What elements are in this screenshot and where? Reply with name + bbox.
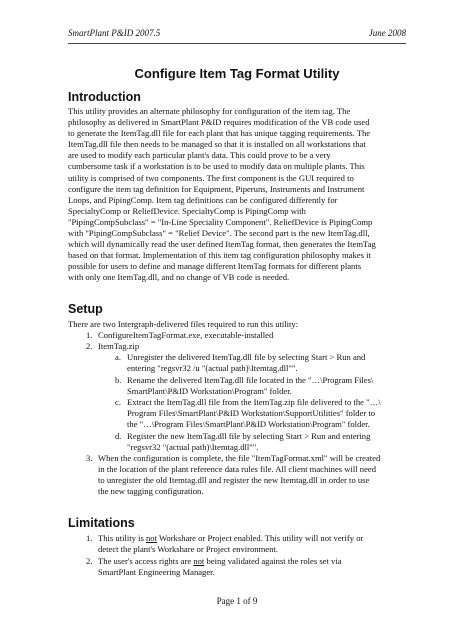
intro-line: configure the item tag definition for Equipment, Piperuns, Instruments and Instrument	[68, 183, 365, 194]
item-line: the new tagging configuration.	[98, 486, 204, 497]
header-product: SmartPlant P&ID 2007.5	[68, 28, 161, 38]
setup-heading: Setup	[68, 302, 103, 316]
header-rule	[68, 43, 406, 44]
setup-intro: There are two Intergraph-delivered files required to run this utility:	[68, 319, 299, 329]
intro-heading: Introduction	[68, 90, 141, 104]
page-title: Configure Item Tag Format Utility	[134, 66, 340, 81]
setup-item-2: ItemTag.zip	[98, 341, 140, 351]
list-letter: c.	[115, 397, 121, 407]
emphasis-not: not	[193, 556, 205, 566]
list-letter: b.	[115, 375, 122, 385]
list-letter: d.	[115, 431, 122, 441]
item-line: to unregister the old Itemtag.dll and register the new Itemtag.dll in order to use	[98, 475, 370, 486]
setup-step-a	[127, 352, 365, 374]
step-line: Extract the ItemTag.dll file from the ItemTag.zip file delivered to the "…\	[127, 397, 381, 407]
intro-line: possible for users to define and manage different ItemTag formats for different plants	[68, 261, 362, 272]
intro-line: ItemTag.dll file then needs to be managed so that it is installed on all workstations that	[68, 139, 366, 150]
intro-line: SpecialtyComp or ReliefDevice. SpecialtyComp is PipingComp with	[68, 205, 306, 216]
list-number: 1.	[86, 533, 93, 543]
list-number: 1.	[86, 330, 93, 340]
item-line: in the location of the plant reference data rules file. All client machines will need	[98, 464, 376, 475]
intro-line: cumbersome task if a workstation is to be used to modify data on multiple plants. This	[68, 161, 365, 172]
text-run: being validated against the roles set via	[204, 556, 342, 566]
intro-line: utility is comprised of two components. The first component is the GUI required to	[68, 172, 354, 183]
intro-line: which will dynamically read the user defined ItemTag format, then generates the ItemTag	[68, 239, 376, 250]
intro-line: philosophy as delivered in SmartPlant P&ID requires modification of the VB code used	[68, 117, 370, 128]
list-number: 3.	[86, 453, 93, 463]
item-line: When the configuration is complete, the file "ItemTagFormat.xml" will be created	[98, 453, 381, 463]
intro-line: are used to modify each particular plant's data. This could prove to be a very	[68, 150, 331, 161]
intro-line: based on that format. Implementation of this item tag configuration philosophy makes it	[68, 250, 371, 261]
step-line: "regsvr32 "(actual path)\Itemtag.dll"".	[127, 442, 259, 453]
setup-step-b	[127, 375, 373, 397]
step-line: Rename the delivered ItemTag.dll file located in the "…\Program Files\	[127, 375, 374, 385]
list-letter: a.	[115, 352, 121, 362]
item-line: detect the plant's Workshare or Project environment.	[98, 544, 278, 555]
text-run: Workshare or Project enabled. This utility will not verify or	[156, 533, 364, 543]
step-line: the "…\Program Files\SmartPlant\P&ID Workstation\Program" folder.	[127, 419, 370, 430]
running-header	[68, 28, 406, 42]
intro-line: Loops, and PipingComp. Item tag definitions can be configured differently for	[68, 194, 338, 205]
step-line: Register the new ItemTag.dll file by selecting Start > Run and entering	[127, 431, 371, 441]
intro-line: with only one ItemTag.dll, and no change of VB code is needed.	[68, 272, 290, 283]
setup-step-d	[127, 431, 370, 453]
intro-line: This utility provides an alternate philosophy for configuration of the item tag. The	[68, 106, 351, 116]
text-run: This utility is	[98, 533, 146, 543]
step-line: entering "regsvr32 /u "(actual path)\Itemtag.dll"".	[127, 363, 298, 374]
intro-line: "PipingCompSubclass" = "In-Line Speciality Component". ReliefDevice is PipingComp	[68, 216, 373, 227]
page-number: Page 1 of 9	[216, 596, 258, 606]
setup-item-3	[98, 453, 380, 497]
header-date: June 2008	[368, 28, 406, 38]
item-line: SmartPlant Engineering Manager.	[98, 567, 215, 578]
step-line: Unregister the delivered ItemTag.dll file by selecting Start > Run and	[127, 352, 366, 362]
limitation-item-1	[98, 533, 363, 555]
step-line: Program Files\SmartPlant\P&ID Workstation\SupportUtilities" folder to	[127, 408, 376, 419]
limitations-heading: Limitations	[68, 516, 135, 530]
setup-step-c	[127, 397, 381, 430]
list-number: 2.	[86, 341, 93, 351]
intro-paragraph	[68, 106, 413, 284]
emphasis-not: not	[146, 533, 157, 543]
list-number: 2.	[86, 556, 93, 566]
text-run: The user's access rights are	[98, 556, 194, 566]
intro-line: with "PipingCompSubclass" = "Relief Device". The second part is the new ItemTag.dll,	[68, 228, 370, 239]
intro-line: to generate the ItemTag.dll file for each plant that has unique tagging requirements. The	[68, 128, 371, 139]
limitation-item-2	[98, 556, 342, 578]
step-line: SmartPlant\P&ID Workstation\Program" folder.	[127, 386, 292, 397]
setup-item-1: ConfigureItemTagFormat.exe, executable-installed	[98, 330, 274, 340]
